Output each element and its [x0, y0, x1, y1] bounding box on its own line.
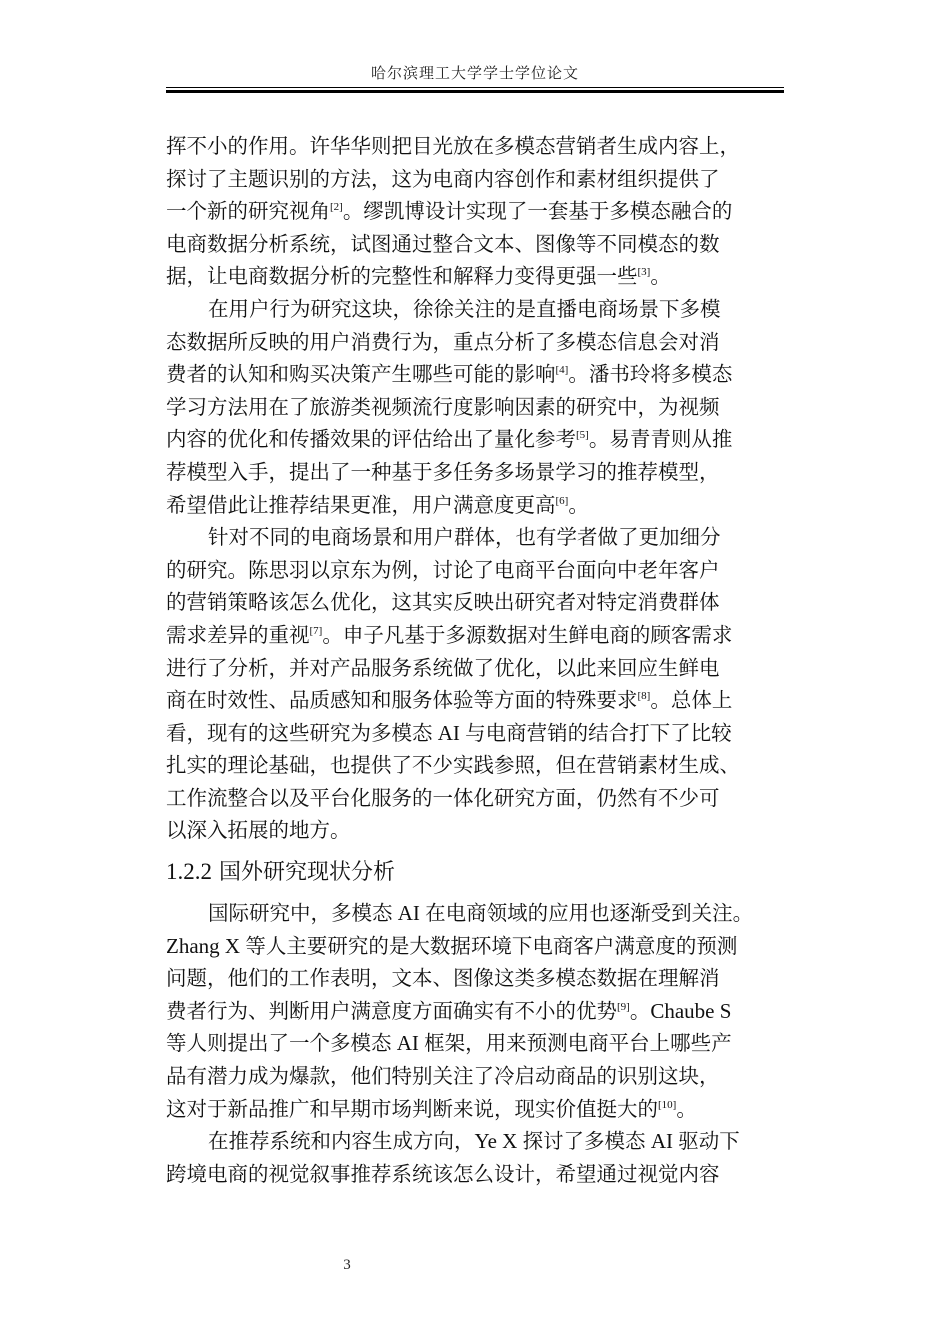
text-line: 针对不同的电商场景和用户群体，也有学者做了更加细分 [208, 525, 721, 550]
text-line: 扎实的理论基础，也提供了不少实践参照，但在营销素材生成、 [166, 753, 740, 778]
text-line: 在推荐系统和内容生成方向，Ye X 探讨了多模态 AI 驱动下 [208, 1129, 740, 1154]
text-line: 内容的优化和传播效果的评估给出了量化参考[5]。易青青则从推 [166, 427, 733, 452]
text-line: Zhang X 等人主要研究的是大数据环境下电商客户满意度的预测 [166, 933, 738, 958]
text-line: 跨境电商的视觉叙事推荐系统该怎么设计，希望通过视觉内容 [166, 1161, 720, 1186]
paragraph-2 [166, 293, 788, 521]
citation: [3] [637, 266, 651, 279]
text-line: 费者行为、判断用户满意度方面确实有不小的优势[9]。Chaube S [166, 998, 732, 1023]
text-line: 一个新的研究视角[2]。缪凯博设计实现了一套基于多模态融合的 [166, 199, 733, 224]
text-line: 探讨了主题识别的方法，这为电商内容创作和素材组织提供了 [166, 166, 720, 191]
citation: [2] [330, 201, 343, 214]
text-line: 进行了分析，并对产品服务系统做了优化，以此来回应生鲜电 [166, 655, 720, 680]
text-line: 这对于新品推广和早期市场判断来说，现实价值挺大的[10]。 [166, 1096, 697, 1121]
text-line: 需求差异的重视[7]。申子凡基于多源数据对生鲜电商的顾客需求 [166, 622, 733, 647]
text-line: 等人则提出了一个多模态 AI 框架，用来预测电商平台上哪些产 [166, 1031, 732, 1056]
body-text [166, 130, 788, 1190]
text-line: 希望借此让推荐结果更准，用户满意度更高[6]。 [166, 492, 589, 517]
text-line: 工作流整合以及平台化服务的一体化研究方面，仍然有不少可 [166, 785, 720, 810]
running-header: 哈尔滨理工大学学士学位论文 [370, 64, 579, 82]
text-line: 以深入拓展的地方。 [166, 818, 351, 843]
citation: [9] [617, 1000, 630, 1013]
section-heading: 1.2.2 国外研究现状分析 [166, 859, 395, 886]
text-line: 国际研究中，多模态 AI 在电商领域的应用也逐渐受到关注。 [208, 901, 754, 926]
text-line: 问题，他们的工作表明，文本、图像这类多模态数据在理解消 [166, 966, 720, 991]
text-line: 的营销策略该怎么优化，这其实反映出研究者对特定消费群体 [166, 590, 720, 615]
text-line: 据，让电商数据分析的完整性和解释力变得更强一些[3]。 [166, 264, 671, 289]
text-line: 荐模型入手，提出了一种基于多任务多场景学习的推荐模型， [166, 459, 720, 484]
text-line: 的研究。陈思羽以京东为例，讨论了电商平台面向中老年客户 [166, 557, 720, 582]
text-line: 品有潜力成为爆款，他们特别关注了冷启动商品的识别这块， [166, 1064, 720, 1089]
text-line: 电商数据分析系统，试图通过整合文本、图像等不同模态的数 [166, 231, 720, 256]
paragraph-1 [166, 130, 788, 293]
paragraph-4 [166, 897, 788, 1125]
paragraph-5 [166, 1125, 788, 1190]
citation: [7] [309, 624, 323, 637]
header-rule-thick [166, 90, 784, 93]
text-line: 在用户行为研究这块，徐徐关注的是直播电商场景下多模 [208, 296, 721, 321]
text-line: 态数据所反映的用户消费行为，重点分析了多模态信息会对消 [166, 329, 720, 354]
citation: [10] [658, 1098, 677, 1111]
citation: [4] [555, 364, 569, 377]
text-line: 学习方法用在了旅游类视频流行度影响因素的研究中，为视频 [166, 394, 720, 419]
page-number: 3 [343, 1257, 351, 1273]
citation: [5] [576, 429, 589, 442]
header-rule-thin [166, 87, 784, 88]
citation: [8] [637, 690, 651, 703]
text-line: 费者的认知和购买决策产生哪些可能的影响[4]。潘书玲将多模态 [166, 362, 733, 387]
text-line: 商在时效性、品质感知和服务体验等方面的特殊要求[8]。总体上 [166, 688, 733, 713]
paragraph-3 [166, 521, 788, 847]
citation: [6] [555, 494, 569, 507]
text-line: 挥不小的作用。许华华则把目光放在多模态营销者生成内容上， [166, 134, 740, 158]
text-line: 看，现有的这些研究为多模态 AI 与电商营销的结合打下了比较 [166, 720, 732, 745]
